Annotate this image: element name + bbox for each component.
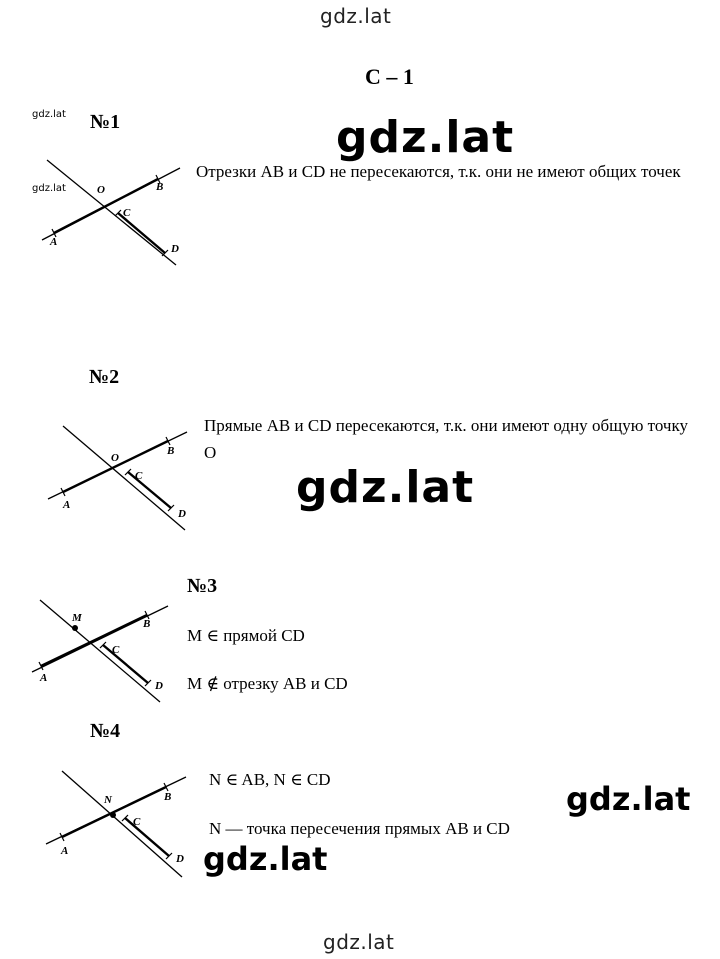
label-M: M — [72, 612, 82, 624]
task-3-line-2: M ∉ отрезку AB и CD — [187, 674, 348, 693]
task-2-text: Прямые AB и CD пересекаются, т.к. они имеют одну общую точку O — [204, 416, 688, 462]
label-D: D — [176, 853, 184, 865]
watermark-small: gdz.lat — [32, 109, 66, 120]
section-title: С – 1 — [365, 64, 414, 89]
label-B: B — [167, 445, 175, 457]
label-A: A — [63, 499, 71, 511]
label-D: D — [171, 243, 179, 255]
label-B: B — [156, 181, 164, 193]
task-3-number: №3 — [187, 575, 218, 597]
label-A: A — [61, 845, 69, 857]
label-D: D — [155, 680, 163, 692]
watermark-bottom: gdz.lat — [323, 930, 395, 954]
watermark-mid: gdz.lat — [566, 780, 691, 818]
label-O: O — [97, 184, 105, 196]
label-O: O — [111, 452, 119, 464]
label-C: C — [112, 644, 120, 656]
label-C: C — [135, 470, 143, 482]
label-B: B — [164, 791, 172, 803]
watermark-top: gdz.lat — [320, 4, 392, 28]
watermark-big: gdz.lat — [336, 112, 515, 163]
label-C: C — [123, 207, 131, 219]
label-N: N — [104, 794, 112, 806]
label-B: B — [143, 618, 151, 630]
task-4-line-2: N — точка пересечения прямых AB и CD — [209, 819, 510, 838]
label-C: C — [133, 816, 141, 828]
label-D: D — [178, 508, 186, 520]
task-4-number: №4 — [90, 720, 121, 742]
watermark-mid: gdz.lat — [203, 840, 328, 878]
task-4-line-1: N ∈ AB, N ∈ CD — [209, 770, 331, 789]
label-A: A — [50, 236, 58, 248]
label-A: A — [40, 672, 48, 684]
task-2-number: №2 — [89, 366, 120, 388]
task-1-number: №1 — [90, 111, 121, 133]
watermark-small: gdz.lat — [32, 183, 66, 194]
task-3-line-1: M ∈ прямой CD — [187, 626, 305, 645]
task-1-text: Отрезки AB и CD не пересекаются, т.к. они не имеют общих точек — [196, 162, 681, 181]
watermark-big: gdz.lat — [296, 462, 475, 513]
